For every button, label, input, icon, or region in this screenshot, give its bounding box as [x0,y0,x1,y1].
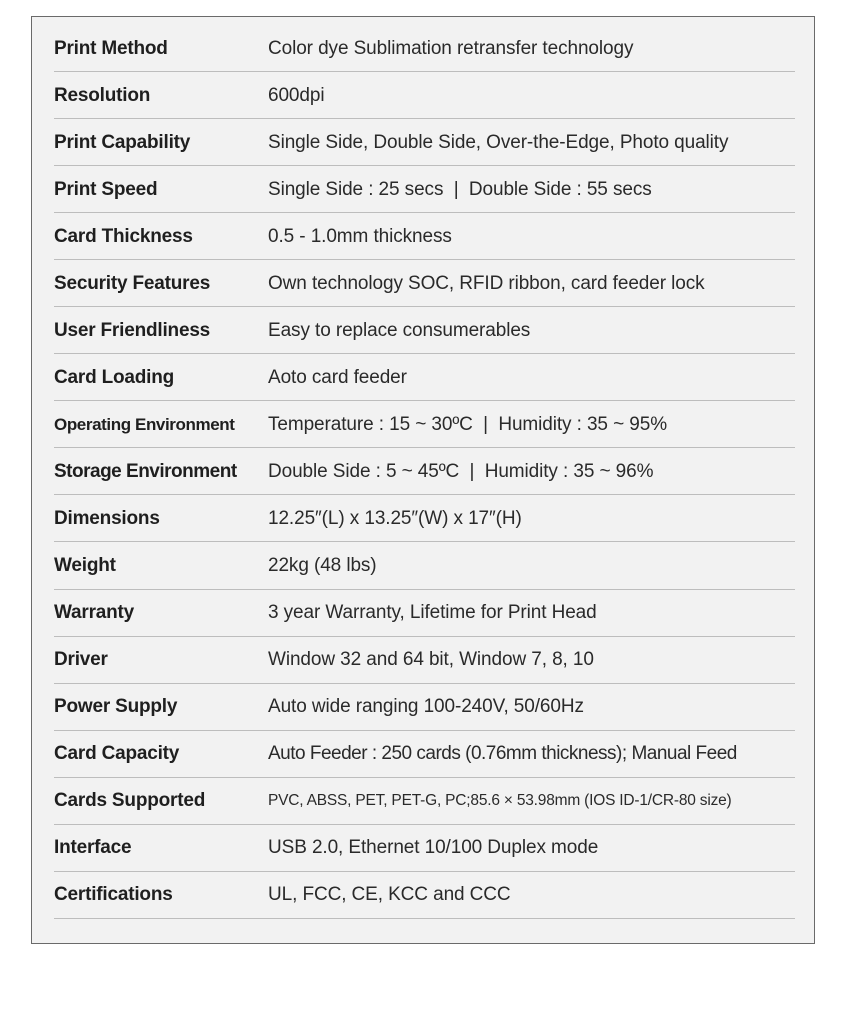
spec-label: Card Capacity [54,743,180,765]
spec-value: Window 32 and 64 bit, Window 7, 8, 10 [268,649,594,671]
spec-row-certifications [54,873,795,919]
spec-value: Auto wide ranging 100-240V, 50/60Hz [268,696,584,718]
spec-table [54,26,795,920]
spec-label: Print Method [54,37,168,59]
spec-value: UL, FCC, CE, KCC and CCC [268,884,511,906]
spec-row-user-friendliness [54,308,795,354]
spec-label: Card Thickness [54,225,193,247]
spec-value: Auto Feeder : 250 cards (0.76mm thickness); Manual Feed [268,743,737,765]
spec-value: Color dye Sublimation retransfer technology [268,37,634,59]
spec-value: 600dpi [268,84,325,106]
spec-value: USB 2.0, Ethernet 10/100 Duplex mode [268,837,599,859]
spec-row-security-features [54,261,795,307]
spec-row-storage-environment [54,449,795,495]
spec-label: Operating Environment [54,414,235,434]
spec-label: Certifications [54,884,173,906]
spec-row-print-speed [54,167,795,213]
spec-row-print-capability [54,120,795,166]
spec-row-weight [54,544,795,590]
spec-label: Storage Environment [54,460,237,482]
spec-row-power-supply [54,685,795,731]
spec-label: Power Supply [54,696,178,718]
spec-value: Single Side, Double Side, Over-the-Edge, Photo quality [268,131,729,153]
spec-label: Print Speed [54,178,158,200]
spec-label: Dimensions [54,507,160,529]
spec-row-warranty [54,591,795,637]
spec-value: 3 year Warranty, Lifetime for Print Head [268,602,597,624]
spec-value: Easy to replace consumerables [268,319,531,341]
spec-label: Print Capability [54,131,191,153]
spec-value: 12.25″(L) x 13.25″(W) x 17″(H) [268,507,522,529]
spec-row-resolution [54,73,795,119]
spec-label: Driver [54,649,108,671]
spec-panel [31,16,815,944]
spec-label: User Friendliness [54,319,211,341]
spec-value: Double Side : 5 ~ 45ºC | Humidity : 35 ~ 96% [268,460,654,482]
spec-row-operating-environment [54,402,795,448]
spec-row-print-method [54,26,795,72]
spec-value: PVC, ABSS, PET, PET-G, PC;85.6 × 53.98mm (IOS ID-1/CR-80 size) [268,792,732,810]
spec-label: Interface [54,837,132,859]
spec-label: Warranty [54,602,135,624]
spec-value: Aoto card feeder [268,366,407,388]
spec-label: Card Loading [54,366,175,388]
spec-label: Weight [54,555,116,577]
spec-row-card-loading [54,355,795,401]
spec-value: 22kg (48 lbs) [268,555,377,577]
spec-value: Single Side : 25 secs | Double Side : 55 secs [268,178,652,200]
spec-row-cards-supported [54,779,795,825]
spec-row-interface [54,826,795,872]
spec-value: Temperature : 15 ~ 30ºC | Humidity : 35 ~ 95% [268,413,667,435]
spec-row-dimensions [54,496,795,542]
spec-label: Resolution [54,84,151,106]
spec-value: 0.5 - 1.0mm thickness [268,225,452,247]
spec-label: Security Features [54,272,211,294]
spec-label: Cards Supported [54,790,206,812]
spec-row-card-thickness [54,214,795,260]
spec-row-card-capacity [54,732,795,778]
spec-row-driver [54,638,795,684]
spec-value: Own technology SOC, RFID ribbon, card feeder lock [268,272,705,294]
